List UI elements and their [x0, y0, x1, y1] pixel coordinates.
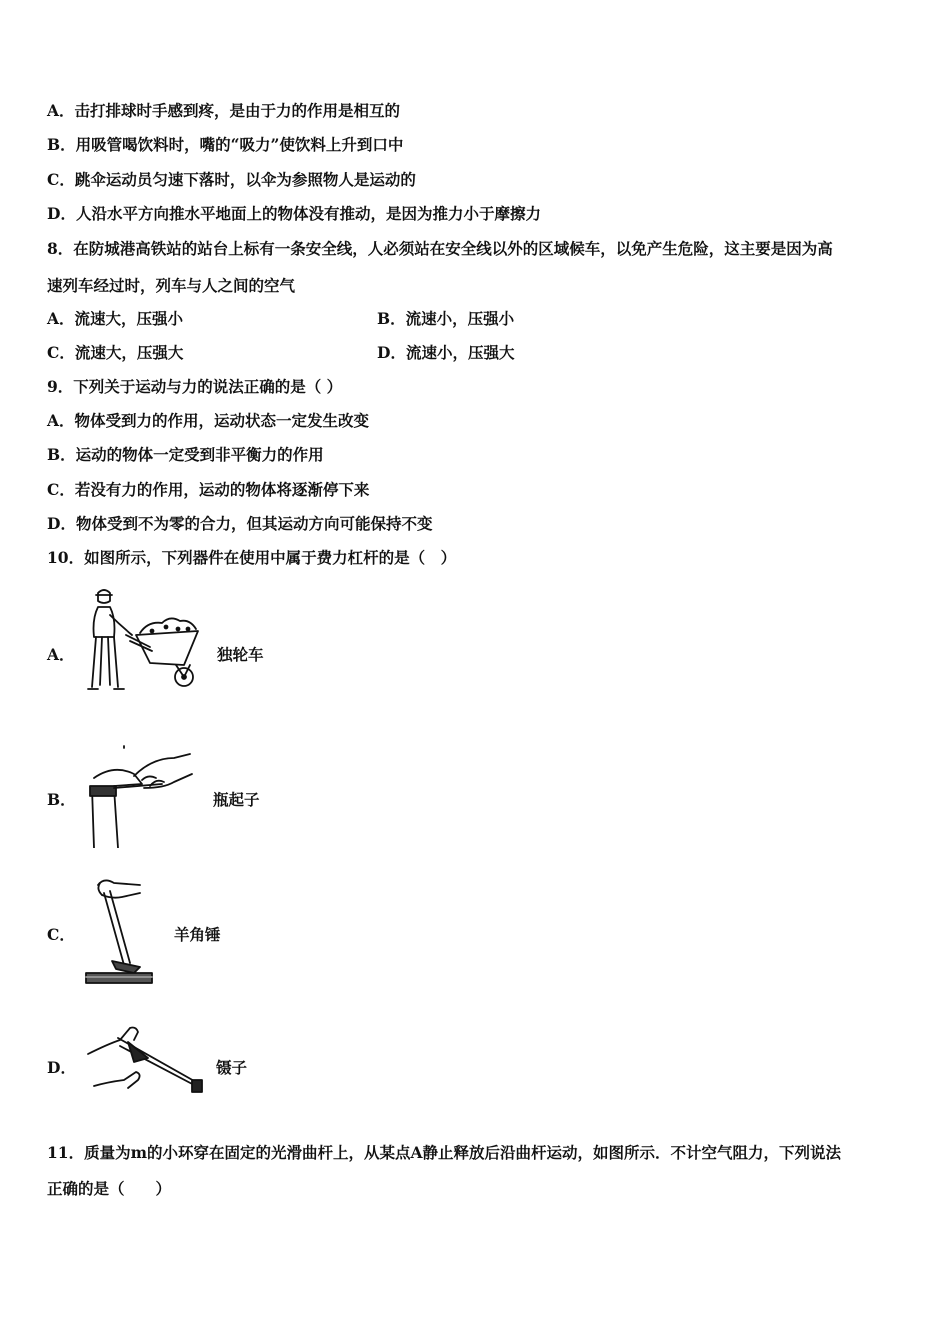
q10-option-a-label: 独轮车	[217, 645, 264, 664]
q8-option-c: C．流速大，压强大	[47, 343, 184, 362]
claw-hammer-icon	[84, 877, 159, 985]
q9-option-d: D．物体受到不为零的合力，但其运动方向可能保持不变	[47, 514, 433, 533]
q8-stem-line2: 速列车经过时，列车与人之间的空气	[47, 276, 296, 295]
q7-option-b: B．用吸管喝饮料时，嘴的“吸力”使饮料上升到口中	[47, 135, 404, 154]
q10-stem: 10．如图所示，下列器件在使用中属于费力杠杆的是（ ）	[47, 548, 457, 567]
q10-option-c-letter: C．	[47, 925, 75, 944]
q8-option-a: A．流速大，压强小	[47, 309, 184, 328]
q10-option-c-label: 羊角锤	[174, 925, 221, 944]
q10-option-d-letter: D．	[47, 1058, 76, 1077]
tweezers-icon	[86, 1024, 208, 1098]
q8-option-d: D．流速小，压强大	[377, 343, 515, 362]
q7-option-a: A．击打排球时手感到疼，是由于力的作用是相互的	[47, 101, 401, 120]
q7-option-c: C．跳伞运动员匀速下落时，以伞为参照物人是运动的	[47, 170, 416, 189]
q10-option-b-label: 瓶起子	[213, 790, 260, 809]
wheelbarrow-icon	[80, 585, 205, 697]
q8-stem-line1: 8．在防城港高铁站的站台上标有一条安全线，人必须站在安全线以外的区域候车，以免产生危险，这主要是因为高	[47, 239, 833, 258]
q10-option-a-letter: A．	[47, 645, 75, 664]
bottle-opener-icon	[84, 744, 194, 848]
q7-option-d: D．人沿水平方向推水平地面上的物体没有推动，是因为推力小于摩擦力	[47, 204, 541, 223]
q10-option-d-label: 镊子	[216, 1058, 248, 1077]
q11-stem-line2: 正确的是（ ）	[47, 1179, 172, 1198]
q11-stem-line1: 11．质量为m的小环穿在固定的光滑曲杆上，从某点A静止释放后沿曲杆运动，如图所示．不计空气阻力，下列说法	[47, 1143, 842, 1162]
q9-stem: 9．下列关于运动与力的说法正确的是（ ）	[47, 377, 343, 396]
q9-option-a: A．物体受到力的作用，运动状态一定发生改变	[47, 411, 370, 430]
q8-option-b: B．流速小，压强小	[377, 309, 515, 328]
q9-option-b: B．运动的物体一定受到非平衡力的作用	[47, 445, 324, 464]
q10-option-b-letter: B．	[47, 790, 76, 809]
q9-option-c: C．若没有力的作用，运动的物体将逐渐停下来	[47, 480, 370, 499]
